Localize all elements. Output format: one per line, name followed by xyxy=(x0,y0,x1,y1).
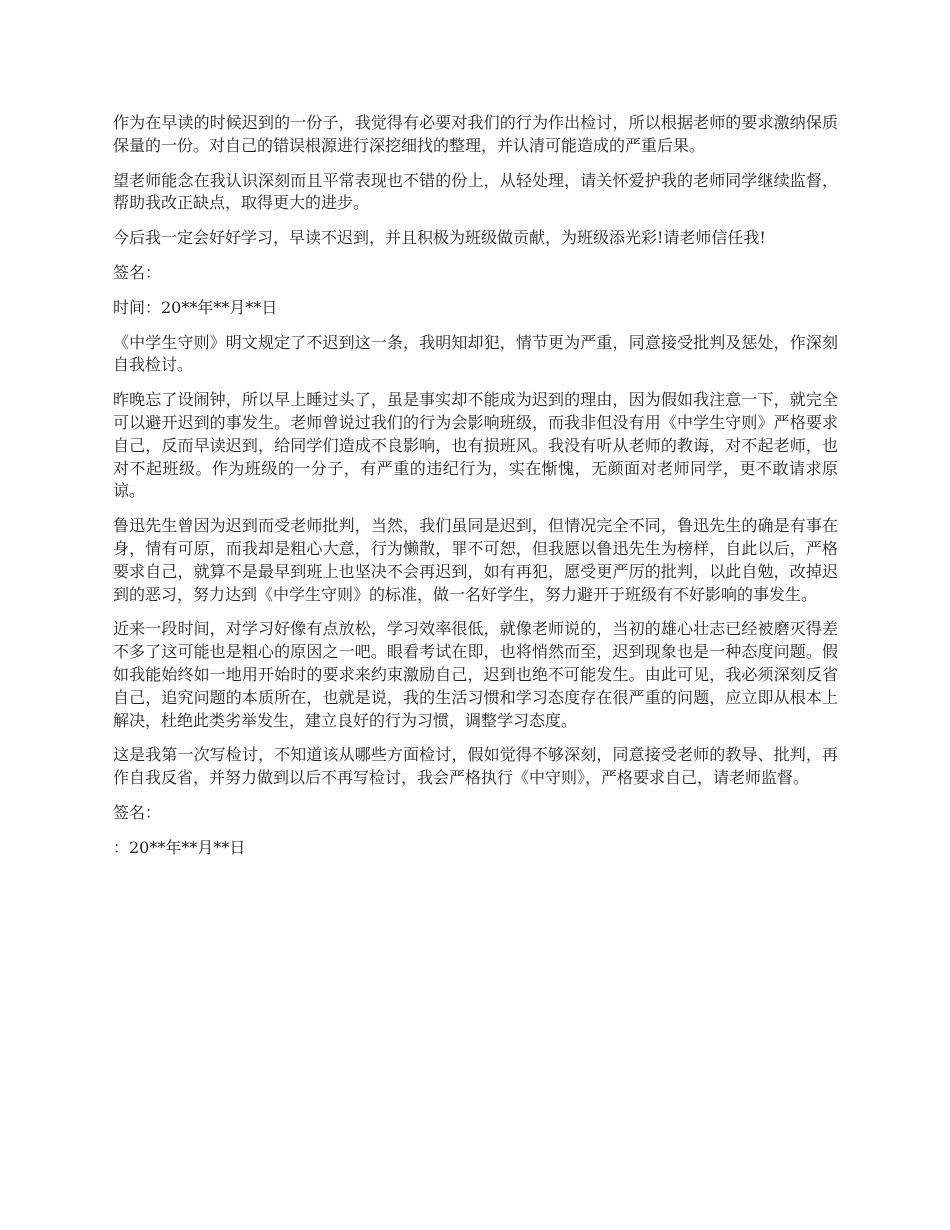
paragraph-6: 鲁迅先生曾因为迟到而受老师批判，当然，我们虽同是迟到，但情况完全不同，鲁迅先生的确是有事在身，情有可原，而我却是粗心大意，行为懒散，罪不可恕，但我愿以鲁迅先生为榜样，自此以后，严格要求自己，就算不是最早到班上也坚决不会再迟到，如有再犯，愿受更严厉的批判，以此自勉，改掉迟到的恶习，努力达到《中学生守则》的标准，做一名好学生，努力避开于班级有不好影响的事发生。 xyxy=(113,516,838,604)
date-line-2: ：20**年**月**日 xyxy=(113,837,246,857)
signature-line-1: 签名： xyxy=(113,262,162,282)
paragraph-1: 作为在早读的时候迟到的一份子，我觉得有必要对我们的行为作出检讨，所以根据老师的要求激纳保质保量的一份。对自己的错误根源进行深挖细找的整理，并认清可能造成的严重后果。 xyxy=(113,113,838,155)
paragraph-8: 这是我第一次写检讨，不知道该从哪些方面检讨，假如觉得不够深刻，同意接受老师的教导、批判，再作自我反省，并努力做到以后不再写检讨，我会严格执行《中守则》，严格要求自己，请老师监督。 xyxy=(113,745,838,788)
paragraph-5: 昨晚忘了设闹钟，所以早上睡过头了，虽是事实却不能成为迟到的理由，因为假如我注意一下，就完全可以避开迟到的事发生。老师曾说过我们的行为会影响班级，而我非但没有用《中学生守则》严格要求自己，反而早读迟到，给同学们造成不良影响，也有损班风。我没有听从老师的教诲，对不起老师，也对不起班级。作为班级的一分子，有严重的违纪行为，实在惭愧，无颜面对老师同学，更不敢请求原谅。 xyxy=(113,390,838,501)
paragraph-3: 今后我一定会好好学习，早读不迟到，并且积极为班级做贡献，为班级添光彩!请老师信任我! xyxy=(113,228,766,248)
paragraph-7: 近来一段时间，对学习好像有点放松，学习效率很低，就像老师说的，当初的雄心壮志已经被磨灭得差不多了这可能也是粗心的原因之一吧。眼看考试在即，也将悄然而至，迟到现象也是一种态度问题。假如我能始终如一地用开始时的要求来约束激励自己，迟到也绝不可能发生。由此可见，我必须深刻反省自己，追究问题的本质所在，也就是说，我的生活习惯和学习态度存在很严重的问题，应立即从根本上解决，杜绝此类劣举发生，建立良好的行为习惯，调整学习态度。 xyxy=(113,619,838,730)
paragraph-2: 望老师能念在我认识深刻而且平常表现也不错的份上，从轻处理，请关怀爱护我的老师同学继续监督，帮助我改正缺点，取得更大的进步。 xyxy=(113,170,838,213)
date-line-1: 时间：20**年**月**日 xyxy=(113,297,278,317)
signature-line-2: 签名： xyxy=(113,802,162,822)
paragraph-4: 《中学生守则》明文规定了不迟到这一条，我明知却犯，情节更为严重，同意接受批判及惩处，作深刻自我检讨。 xyxy=(113,332,838,375)
